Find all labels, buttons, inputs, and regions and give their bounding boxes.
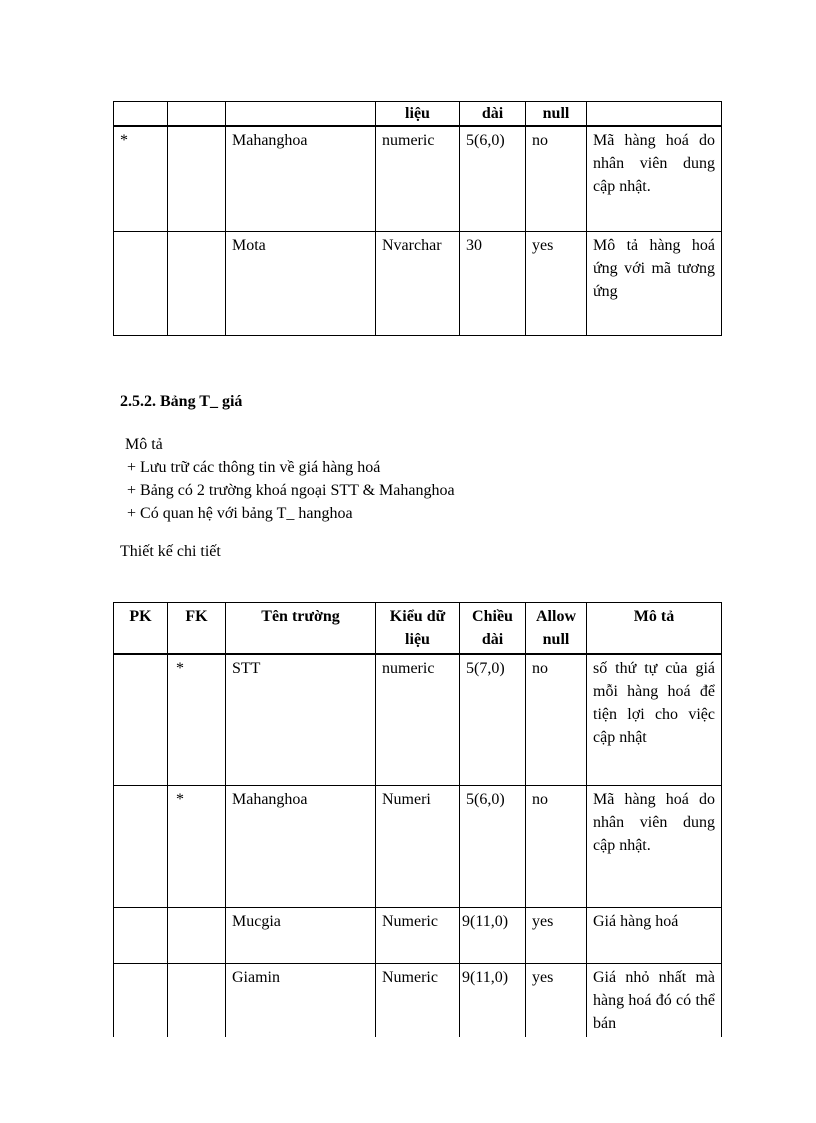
fk-cell — [168, 908, 226, 964]
table-header — [114, 603, 722, 655]
field-name-cell: Mahanghoa — [226, 786, 376, 908]
header-length: Chiều dài — [460, 603, 526, 655]
description-line: + Lưu trữ các thông tin về giá hàng hoá — [127, 459, 381, 476]
table-row — [114, 964, 722, 1038]
length-cell: 9(11,0) — [460, 964, 526, 1038]
description-cell: Giá hàng hoá — [587, 908, 722, 964]
table-row — [114, 232, 722, 336]
table-row — [114, 908, 722, 964]
null-cell: yes — [526, 964, 587, 1038]
header-field-name: Tên trường — [226, 603, 376, 655]
null-cell: no — [526, 126, 587, 232]
header-cell — [226, 102, 376, 127]
type-cell: numeric — [376, 126, 460, 232]
description-cell: Mã hàng hoá do nhân viên dung cập nhật. — [587, 126, 722, 232]
section-description — [125, 433, 455, 525]
field-name-cell: Mahanghoa — [226, 126, 376, 232]
fk-cell — [168, 126, 226, 232]
pk-cell: * — [114, 126, 168, 232]
length-cell: 9(11,0) — [460, 908, 526, 964]
length-cell: 5(6,0) — [460, 126, 526, 232]
header-allow-null: Allow null — [526, 603, 587, 655]
fk-cell — [168, 964, 226, 1038]
length-cell: 30 — [460, 232, 526, 336]
null-cell: yes — [526, 908, 587, 964]
field-name-cell: Mota — [226, 232, 376, 336]
type-cell: Nvarchar — [376, 232, 460, 336]
description-cell: Mã hàng hoá do nhân viên dung cập nhật. — [587, 786, 722, 908]
description-title: Mô tả — [125, 436, 163, 453]
null-cell: yes — [526, 232, 587, 336]
table-gia — [113, 602, 722, 1037]
header-cell: null — [526, 102, 587, 127]
table-header-continued — [114, 102, 722, 127]
header-cell — [168, 102, 226, 127]
pk-cell — [114, 964, 168, 1038]
description-cell: Mô tả hàng hoá ứng với mã tương ứng — [587, 232, 722, 336]
pk-cell — [114, 232, 168, 336]
null-cell: no — [526, 786, 587, 908]
fk-cell: * — [168, 654, 226, 786]
length-cell: 5(6,0) — [460, 786, 526, 908]
section-heading: 2.5.2. Bảng T_ giá — [120, 393, 243, 410]
description-cell: số thứ tự của giá mỗi hàng hoá để tiện lợi cho việc cập nhật — [587, 654, 722, 786]
pk-cell — [114, 654, 168, 786]
header-cell — [587, 102, 722, 127]
table-row — [114, 654, 722, 786]
description-line: + Có quan hệ với bảng T_ hanghoa — [127, 505, 353, 522]
detail-label: Thiết kế chi tiết — [120, 543, 221, 560]
header-cell — [114, 102, 168, 127]
type-cell: Numeric — [376, 964, 460, 1038]
header-pk: PK — [114, 603, 168, 655]
type-cell: Numeric — [376, 908, 460, 964]
table-row — [114, 786, 722, 908]
null-cell: no — [526, 654, 587, 786]
fk-cell: * — [168, 786, 226, 908]
type-cell: numeric — [376, 654, 460, 786]
description-line: + Bảng có 2 trường khoá ngoại STT & Mahanghoa — [127, 482, 455, 499]
field-name-cell: Mucgia — [226, 908, 376, 964]
table-hanghoa-continued — [113, 101, 722, 336]
header-fk: FK — [168, 603, 226, 655]
length-cell: 5(7,0) — [460, 654, 526, 786]
header-description: Mô tả — [587, 603, 722, 655]
type-cell: Numeri — [376, 786, 460, 908]
pk-cell — [114, 908, 168, 964]
fk-cell — [168, 232, 226, 336]
header-cell: dài — [460, 102, 526, 127]
field-name-cell: Giamin — [226, 964, 376, 1038]
description-cell: Giá nhỏ nhất mà hàng hoá đó có thể bán — [587, 964, 722, 1038]
table-row — [114, 126, 722, 232]
header-type: Kiểu dữ liệu — [376, 603, 460, 655]
header-cell: liệu — [376, 102, 460, 127]
pk-cell — [114, 786, 168, 908]
field-name-cell: STT — [226, 654, 376, 786]
